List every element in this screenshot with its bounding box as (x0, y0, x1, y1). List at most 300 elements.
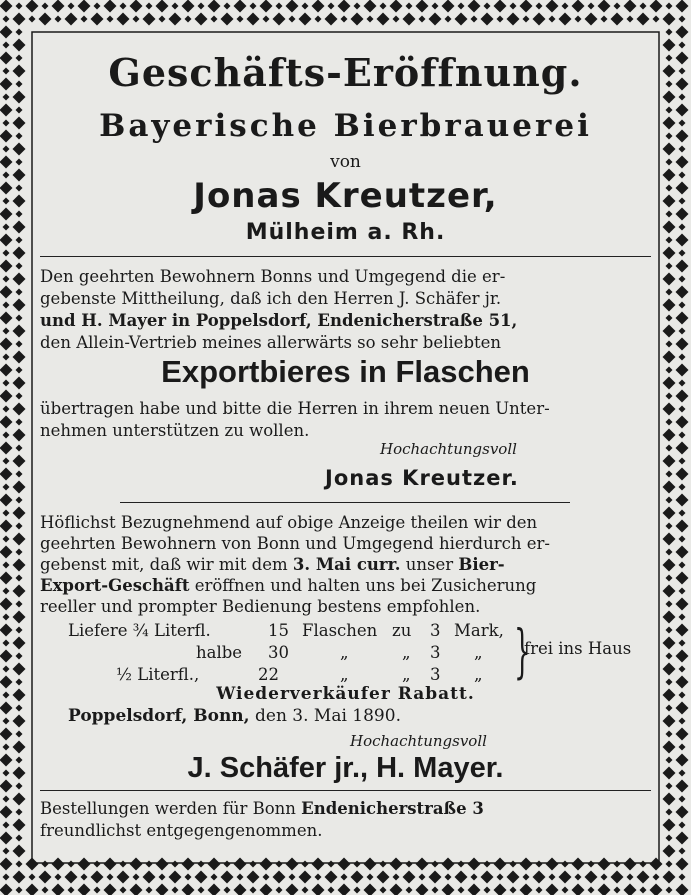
border-ornament (16, 289, 23, 296)
border-ornament (0, 754, 13, 767)
border-ornament (16, 367, 23, 374)
border-ornament (0, 338, 13, 351)
border-ornament (653, 16, 660, 23)
border-ornament (663, 429, 676, 442)
border-ornament (546, 0, 559, 13)
border-ornament (676, 442, 689, 455)
border-ornament (676, 858, 689, 871)
border-ornament (354, 887, 361, 894)
border-ornament (143, 871, 156, 884)
notice-paragraph-1 (40, 266, 651, 354)
border-ornament (380, 887, 387, 894)
owner-location: Mülheim a. Rh. (245, 220, 446, 245)
border-ornament (328, 887, 335, 894)
border-ornament (13, 247, 26, 260)
border-ornament (16, 445, 23, 452)
border-ornament (3, 796, 10, 803)
border-ornament (78, 884, 91, 895)
border-ornament (91, 13, 104, 26)
border-ornament (666, 887, 673, 894)
border-ornament (16, 133, 23, 140)
border-ornament (676, 520, 689, 533)
notice-line: und H. Mayer in Poppelsdorf, Endenicherstraße 51, (40, 311, 518, 330)
border-ornament (611, 871, 624, 884)
border-ornament (432, 861, 439, 868)
divider (40, 790, 651, 791)
border-ornament (663, 325, 676, 338)
border-ornament (663, 143, 676, 156)
border-ornament (663, 13, 676, 26)
border-ornament (143, 13, 156, 26)
border-ornament (468, 0, 481, 13)
border-ornament (676, 52, 689, 65)
price-unit: Flaschen (302, 621, 378, 640)
border-ornament (663, 715, 676, 728)
border-ornament (0, 832, 13, 845)
border-ornament (624, 858, 637, 871)
border-ornament (0, 676, 13, 689)
border-ornament (676, 832, 689, 845)
border-ornament (107, 874, 114, 881)
border-ornament (679, 198, 686, 205)
border-ornament (276, 3, 283, 10)
border-ornament (13, 689, 26, 702)
border-ornament (364, 884, 377, 895)
border-ornament (676, 598, 689, 611)
notice-line (40, 554, 651, 575)
border-ornament (377, 13, 390, 26)
border-ornament (0, 130, 13, 143)
border-ornament (666, 367, 673, 374)
border-ornament (666, 237, 673, 244)
border-ornament (289, 874, 296, 881)
border-ornament (299, 13, 312, 26)
dateline-date: den 3. Mai 1890. (255, 706, 401, 726)
border-ornament (26, 0, 39, 13)
border-ornament (393, 874, 400, 881)
price-label: halbe (196, 643, 243, 662)
border-ornament (663, 299, 676, 312)
text-span: Bestellungen werden für Bonn (40, 799, 302, 818)
border-ornament (185, 874, 192, 881)
border-ornament (666, 29, 673, 36)
border-ornament (3, 380, 10, 387)
border-ornament (0, 104, 13, 117)
border-ornament (172, 3, 179, 10)
border-ornament (676, 104, 689, 117)
border-ornament (0, 494, 13, 507)
border-ornament (377, 871, 390, 884)
footer-line: freundlichst entgegengenommen. (40, 821, 323, 840)
border-ornament (393, 16, 400, 23)
border-ornament (432, 887, 439, 894)
owner-name: Jonas Kreutzer, (193, 176, 498, 216)
border-ornament (679, 328, 686, 335)
border-ornament (559, 13, 572, 26)
border-ornament (666, 315, 673, 322)
border-ornament (117, 13, 130, 26)
border-ornament (0, 156, 13, 169)
border-ornament (666, 757, 673, 764)
border-ornament (0, 572, 13, 585)
border-ornament (666, 627, 673, 634)
border-ornament (276, 861, 283, 868)
border-ornament (640, 3, 647, 10)
border-ornament (663, 39, 676, 52)
border-ornament (663, 559, 676, 572)
border-ornament (3, 172, 10, 179)
border-ornament (442, 0, 455, 13)
dateline-place: Poppelsdorf, Bonn, (68, 706, 250, 726)
border-ornament (676, 416, 689, 429)
border-ornament (575, 16, 582, 23)
border-ornament (663, 845, 676, 858)
border-ornament (663, 481, 676, 494)
border-ornament (68, 3, 75, 10)
border-ornament (52, 884, 65, 895)
dateline (68, 706, 568, 726)
border-ornament (549, 874, 556, 881)
border-ornament (16, 653, 23, 660)
border-ornament (572, 858, 585, 871)
border-ornament (16, 471, 23, 478)
border-ornament (679, 146, 686, 153)
border-ornament (679, 666, 686, 673)
border-ornament (13, 195, 26, 208)
border-ornament (29, 874, 36, 881)
border-ornament (65, 13, 78, 26)
border-ornament (624, 884, 637, 895)
border-ornament (481, 13, 494, 26)
border-ornament (676, 208, 689, 221)
border-ornament (416, 884, 429, 895)
border-ornament (666, 289, 673, 296)
border-ornament (676, 468, 689, 481)
border-ornament (328, 861, 335, 868)
border-ornament (156, 858, 169, 871)
border-ornament (3, 406, 10, 413)
border-ornament (16, 3, 23, 10)
border-ornament (130, 0, 143, 13)
border-ornament (676, 572, 689, 585)
border-ornament (533, 871, 546, 884)
border-ornament (13, 325, 26, 338)
ad-subtitle: Bayerische Bierbrauerei (99, 108, 592, 144)
border-ornament (13, 299, 26, 312)
border-ornament (182, 858, 195, 871)
border-ornament (250, 887, 257, 894)
price-qty: 15 (268, 621, 289, 640)
border-ornament (3, 562, 10, 569)
border-ornament (13, 377, 26, 390)
border-ornament (679, 432, 686, 439)
price-zu: zu (392, 621, 412, 640)
border-ornament (338, 0, 351, 13)
border-ornament (663, 221, 676, 234)
border-ornament (666, 731, 673, 738)
border-ornament (679, 874, 686, 881)
border-ornament (315, 874, 322, 881)
border-ornament (3, 822, 10, 829)
border-ornament (68, 887, 75, 894)
border-ornament (663, 767, 676, 780)
border-ornament (3, 120, 10, 127)
border-ornament (16, 315, 23, 322)
border-ornament (679, 354, 686, 361)
border-ornament (663, 689, 676, 702)
border-ornament (13, 637, 26, 650)
border-ornament (663, 585, 676, 598)
border-ornament (208, 0, 221, 13)
border-ornament (325, 871, 338, 884)
border-ornament (663, 611, 676, 624)
border-ornament (416, 0, 429, 13)
border-ornament (16, 263, 23, 270)
border-ornament (546, 884, 559, 895)
border-ornament (650, 0, 663, 13)
border-ornament (237, 16, 244, 23)
border-ornament (676, 884, 689, 895)
border-ornament (263, 874, 270, 881)
border-ornament (666, 575, 673, 582)
border-ornament (0, 806, 13, 819)
regards-text: Hochachtungsvoll (380, 440, 517, 458)
von-text: von (330, 152, 361, 172)
border-ornament (351, 13, 364, 26)
border-ornament (666, 55, 673, 62)
border-ornament (3, 250, 10, 257)
border-ornament (133, 16, 140, 23)
border-ornament (13, 13, 26, 26)
border-ornament (562, 3, 569, 10)
border-ornament (598, 884, 611, 895)
border-ornament (432, 3, 439, 10)
border-ornament (676, 286, 689, 299)
border-ornament (3, 588, 10, 595)
border-ornament (679, 250, 686, 257)
border-ornament (221, 871, 234, 884)
border-ornament (507, 13, 520, 26)
border-ornament (16, 549, 23, 556)
price-label: Liefere ¾ Literfl. (68, 621, 211, 640)
border-ornament (601, 16, 608, 23)
border-ornament (679, 276, 686, 283)
notice-line: nehmen unterstützen zu wollen. (40, 421, 310, 440)
border-ornament (679, 536, 686, 543)
border-ornament (663, 637, 676, 650)
border-ornament (640, 887, 647, 894)
border-ornament (666, 679, 673, 686)
border-ornament (13, 39, 26, 52)
border-ornament (0, 0, 13, 13)
border-ornament (0, 364, 13, 377)
border-ornament (208, 884, 221, 895)
border-ornament (104, 858, 117, 871)
border-ornament (16, 705, 23, 712)
border-ornament (575, 874, 582, 881)
border-ornament (546, 858, 559, 871)
border-ornament (172, 887, 179, 894)
border-ornament (198, 3, 205, 10)
notice-line: den Allein-Vertrieb meines allerwärts so sehr beliebten (40, 333, 502, 352)
border-ornament (494, 858, 507, 871)
border-ornament (26, 884, 39, 895)
border-ornament (3, 718, 10, 725)
border-ornament (16, 497, 23, 504)
border-ornament (195, 13, 208, 26)
border-ornament (91, 871, 104, 884)
border-ornament (13, 559, 26, 572)
border-ornament (146, 3, 153, 10)
border-ornament (679, 562, 686, 569)
border-ornament (3, 848, 10, 855)
border-ornament (520, 858, 533, 871)
ad-content (40, 38, 651, 858)
border-ornament (676, 676, 689, 689)
border-ornament (16, 159, 23, 166)
border-ornament (16, 523, 23, 530)
border-ornament (380, 861, 387, 868)
border-ornament (16, 211, 23, 218)
delivery-note: frei ins Haus (524, 639, 632, 658)
border-ornament (666, 471, 673, 478)
border-ornament (676, 650, 689, 663)
border-ornament (494, 884, 507, 895)
border-ornament (666, 263, 673, 270)
border-ornament (286, 884, 299, 895)
border-ornament (16, 731, 23, 738)
price-unit: „ (402, 665, 411, 684)
border-ornament (13, 507, 26, 520)
border-ornament (13, 741, 26, 754)
price-unit: „ (340, 643, 349, 662)
border-ornament (146, 887, 153, 894)
border-ornament (3, 224, 10, 231)
border-ornament (676, 754, 689, 767)
border-ornament (364, 0, 377, 13)
border-ornament (367, 874, 374, 881)
border-ornament (159, 874, 166, 881)
price-unit: „ (340, 665, 349, 684)
border-ornament (42, 887, 49, 894)
border-ornament (458, 861, 465, 868)
border-ornament (663, 117, 676, 130)
border-ornament (637, 13, 650, 26)
border-ornament (315, 16, 322, 23)
border-ornament (16, 393, 23, 400)
border-ornament (16, 107, 23, 114)
border-ornament (354, 861, 361, 868)
border-ornament (367, 16, 374, 23)
border-ornament (13, 429, 26, 442)
border-ornament (458, 887, 465, 894)
brace-symbol: } (514, 617, 531, 685)
border-ornament (211, 874, 218, 881)
border-ornament (663, 533, 676, 546)
border-ornament (0, 598, 13, 611)
border-ornament (16, 81, 23, 88)
border-ornament (94, 887, 101, 894)
border-ornament (679, 120, 686, 127)
border-ornament (13, 403, 26, 416)
border-ornament (133, 874, 140, 881)
border-ornament (3, 484, 10, 491)
border-ornament (16, 575, 23, 582)
border-ornament (16, 55, 23, 62)
border-ornament (666, 601, 673, 608)
border-ornament (260, 884, 273, 895)
border-ornament (3, 328, 10, 335)
border-ornament (13, 715, 26, 728)
border-ornament (624, 0, 637, 13)
border-ornament (445, 874, 452, 881)
border-ornament (679, 68, 686, 75)
border-ornament (679, 224, 686, 231)
border-ornament (523, 874, 530, 881)
border-ornament (16, 419, 23, 426)
border-ornament (679, 42, 686, 49)
border-ornament (120, 3, 127, 10)
border-ornament (3, 536, 10, 543)
border-ornament (0, 78, 13, 91)
border-ornament (273, 13, 286, 26)
border-ornament (0, 702, 13, 715)
border-ornament (663, 871, 676, 884)
border-ornament (3, 432, 10, 439)
border-ornament (666, 783, 673, 790)
border-ornament (13, 221, 26, 234)
border-ornament (16, 601, 23, 608)
notice-line: Den geehrten Bewohnern Bonns und Umgegend die er- (40, 267, 506, 286)
price-unit: „ (402, 643, 411, 662)
border-ornament (429, 871, 442, 884)
border-ornament (679, 588, 686, 595)
text-span: Bier- (458, 555, 505, 574)
border-ornament (3, 198, 10, 205)
price-currency: „ (474, 643, 483, 662)
border-ornament (302, 861, 309, 868)
border-ornament (679, 302, 686, 309)
border-ornament (286, 0, 299, 13)
border-ornament (224, 3, 231, 10)
border-ornament (13, 169, 26, 182)
border-ornament (169, 13, 182, 26)
border-ornament (562, 861, 569, 868)
border-ornament (679, 172, 686, 179)
border-ornament (468, 884, 481, 895)
border-ornament (182, 884, 195, 895)
border-ornament (666, 393, 673, 400)
border-ornament (250, 3, 257, 10)
border-ornament (3, 354, 10, 361)
border-ornament (81, 874, 88, 881)
border-ornament (663, 169, 676, 182)
border-ornament (198, 861, 205, 868)
border-ornament (676, 546, 689, 559)
border-ornament (676, 390, 689, 403)
border-ornament (260, 858, 273, 871)
border-ornament (3, 68, 10, 75)
border-ornament (13, 533, 26, 546)
border-ornament (29, 16, 36, 23)
border-ornament (0, 390, 13, 403)
border-ornament (3, 458, 10, 465)
border-ornament (3, 16, 10, 23)
border-ornament (0, 416, 13, 429)
border-ornament (286, 858, 299, 871)
border-ornament (302, 3, 309, 10)
border-ornament (234, 858, 247, 871)
